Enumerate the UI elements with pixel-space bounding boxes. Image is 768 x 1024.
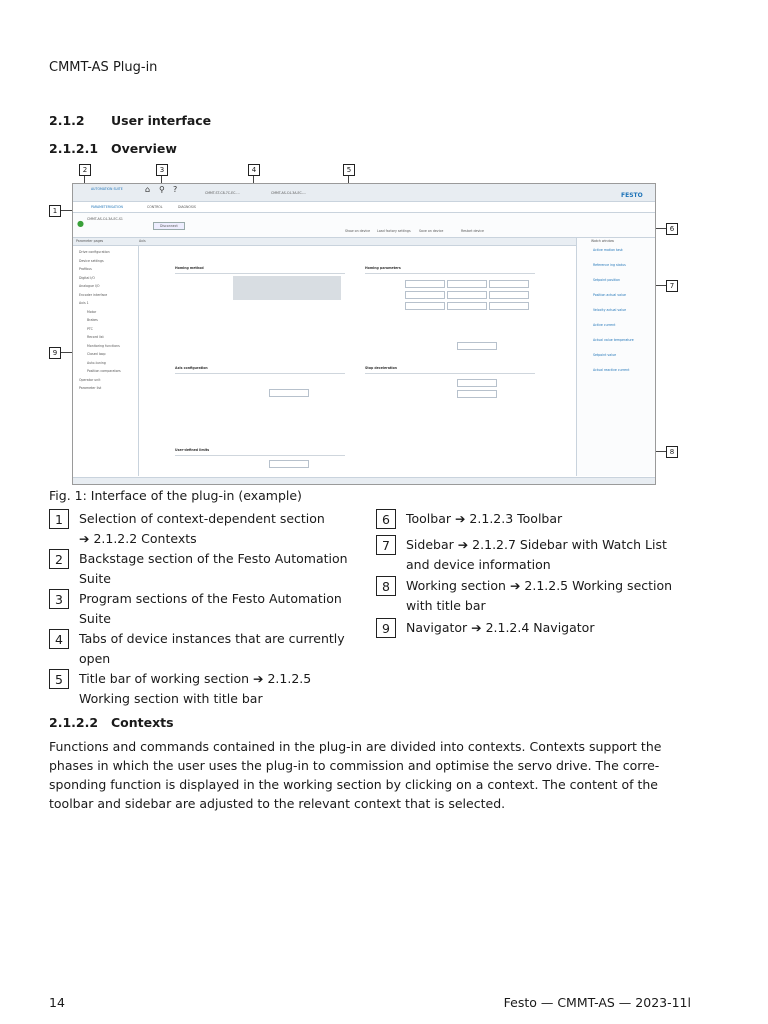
nav-item[interactable]: Position comparators [87, 369, 121, 373]
sidebar-watch-item[interactable]: Position actual value [593, 293, 626, 297]
divider [365, 273, 535, 274]
nav-item[interactable]: Brakes [87, 318, 98, 322]
sidebar-watch-item[interactable]: Reference ing status [593, 263, 626, 267]
divider [365, 373, 535, 374]
legend-text: Tabs of device instances that are currently open [79, 631, 345, 666]
nav-item[interactable]: Profibus [79, 267, 92, 271]
field[interactable] [447, 291, 487, 299]
user-limits-heading: User-defined limits [175, 448, 210, 452]
navigator-title: Parameter pages [76, 239, 104, 243]
field[interactable] [457, 342, 497, 350]
legend-text: Selection of context-dependent section ➔ 2.1.2.2 Contexts [79, 511, 325, 546]
sidebar-watch-item[interactable]: Setpoint value [593, 353, 617, 357]
sidebar-watch-item[interactable]: Active current [593, 323, 616, 327]
search-icon[interactable]: ⚲ [159, 185, 165, 194]
legend-number: 1 [49, 509, 69, 529]
legend-item-6 [376, 509, 696, 529]
ui-navigator [73, 246, 139, 476]
legend-number: 9 [376, 618, 396, 638]
ui-working-title-bar [73, 238, 655, 246]
callout-9: 9 [49, 347, 61, 359]
section-number: 2.1.2 [49, 113, 85, 128]
sidebar-watch-item[interactable]: Active motion task [593, 248, 623, 252]
ui-device-tab-1[interactable]: CMMT-ST-C8-7C-EC-... [205, 191, 240, 195]
figure-caption: Fig. 1: Interface of the plug-in (example) [49, 488, 302, 503]
field[interactable] [489, 291, 529, 299]
nav-item[interactable]: PTC [87, 326, 93, 331]
festo-logo: FESTO [621, 192, 643, 199]
callout-7: 7 [666, 280, 678, 292]
callout-6: 6 [666, 223, 678, 235]
legend-text: Working section ➔ 2.1.2.5 Working section with title bar [406, 578, 673, 613]
stop-deceleration-heading: Stop deceleration [365, 366, 397, 370]
nav-item[interactable]: Analogue I/O [79, 284, 100, 288]
home-icon[interactable]: ⌂ [145, 185, 151, 194]
disconnect-button[interactable]: Disconnect [153, 222, 185, 230]
page-number: 14 [49, 995, 65, 1010]
load-factory-settings-button[interactable]: Load factory settings [377, 229, 411, 233]
contexts-paragraph: Functions and commands contained in the plug-in are divided into contexts. Contexts support the phases in which the user uses the plug-in to commission and optimise the servo drive. The corre-sponding function is displayed in the working section by clicking on a context. The content of the toolbar and sidebar are adjusted to the relevant context that is selected. [49, 739, 662, 811]
legend-number: 6 [376, 509, 396, 529]
working-section-title: Axis [139, 239, 146, 243]
legend-text: Title bar of working section ➔ 2.1.2.5 Working section with title bar [79, 671, 312, 706]
legend-text: Sidebar ➔ 2.1.2.7 Sidebar with Watch List and device information [406, 537, 667, 572]
nav-item[interactable]: Record list [87, 335, 104, 339]
homing-method-graphic [233, 276, 341, 300]
legend-text: Program sections of the Festo Automation Suite [79, 591, 342, 626]
ui-device-tab-2[interactable]: CMMT-AS-C4-3A-EC-... [271, 191, 306, 195]
show-on-device-button[interactable]: Show on device [345, 229, 371, 233]
legend-item-7 [376, 535, 696, 575]
field[interactable] [405, 291, 445, 299]
nav-item[interactable]: Operator unit [79, 377, 101, 382]
divider [175, 373, 345, 374]
sidebar-watch-item[interactable]: Actual value temperature [593, 338, 634, 342]
nav-item[interactable]: Encoder interface [79, 292, 108, 297]
footer-doc-id: Festo — CMMT-AS — 2023-11l [503, 995, 691, 1010]
field[interactable] [269, 460, 309, 468]
axis-config-heading: Axis configuration [175, 366, 208, 370]
divider [175, 273, 345, 274]
callout-4: 4 [248, 164, 260, 176]
subsection-number: 2.1.2.1 [49, 141, 99, 156]
nav-item[interactable]: Axis 1 [79, 301, 89, 305]
status-ok-icon: ● [77, 219, 84, 228]
field[interactable] [447, 280, 487, 288]
nav-item[interactable]: Monitoring functions [87, 343, 120, 348]
field[interactable] [447, 302, 487, 310]
nav-item[interactable]: Auto-tuning [87, 360, 106, 365]
sidebar-watch-item[interactable]: Velocity actual value [593, 308, 627, 312]
legend-number: 4 [49, 629, 69, 649]
context-parameterisation[interactable]: PARAMETERISATION [91, 205, 123, 209]
nav-item[interactable]: Parameter list [79, 386, 102, 390]
field[interactable] [269, 389, 309, 397]
field[interactable] [405, 280, 445, 288]
page-header: CMMT-AS Plug-in [49, 60, 158, 75]
legend-item-1 [49, 509, 359, 549]
contexts-heading [49, 715, 174, 730]
legend-text: Backstage section of the Festo Automation Suite [79, 551, 348, 586]
contexts-title: Contexts [111, 715, 174, 730]
legend-number: 8 [376, 576, 396, 596]
restart-device-button[interactable]: Restart device [461, 229, 484, 233]
legend-item-3 [49, 589, 359, 629]
legend-text: Toolbar ➔ 2.1.2.3 Toolbar [406, 511, 563, 526]
ui-sidebar [576, 238, 655, 476]
context-diagnosis[interactable]: DIAGNOSIS [178, 205, 196, 209]
nav-item[interactable]: Motor [87, 309, 97, 314]
legend-number: 3 [49, 589, 69, 609]
legend-number: 7 [376, 535, 396, 555]
context-control[interactable]: CONTROL [147, 205, 163, 209]
save-on-device-button[interactable]: Save on device [419, 229, 444, 233]
ui-toolbar [73, 213, 655, 238]
legend-text: Navigator ➔ 2.1.2.4 Navigator [406, 620, 595, 635]
field[interactable] [457, 390, 497, 398]
callout-1: 1 [49, 205, 61, 217]
callout-5: 5 [343, 164, 355, 176]
legend-item-9 [376, 618, 696, 638]
nav-item[interactable]: Closed loop [87, 352, 106, 356]
legend-item-5 [49, 669, 359, 709]
contexts-number: 2.1.2.2 [49, 715, 99, 730]
field[interactable] [457, 379, 497, 387]
ui-suite-name: AUTOMATION SUITE [91, 187, 123, 191]
subsection-title: Overview [111, 141, 177, 156]
sidebar-watch-item[interactable]: Setpoint position [593, 278, 621, 282]
ui-context-tabs [73, 202, 655, 213]
legend-number: 2 [49, 549, 69, 569]
legend-item-4 [49, 629, 359, 669]
nav-item[interactable]: Digital I/O [79, 275, 95, 280]
ui-device-name: CMMT-AS-C4-3A-EC-S1 [87, 217, 123, 221]
ui-status-bar [73, 477, 655, 484]
callout-3: 3 [156, 164, 168, 176]
section-title: User interface [111, 113, 212, 128]
sidebar-title: Watch window [591, 239, 615, 243]
field[interactable] [489, 302, 529, 310]
subsection-heading [49, 141, 177, 156]
callout-2: 2 [79, 164, 91, 176]
section-heading [49, 113, 211, 128]
field[interactable] [489, 280, 529, 288]
ui-title-bar [73, 184, 655, 202]
callout-8: 8 [666, 446, 678, 458]
plugin-interface-screenshot [72, 183, 656, 485]
homing-params-heading: Homing parameters [365, 266, 401, 270]
legend-item-2 [49, 549, 359, 589]
sidebar-watch-item[interactable]: Actual reactive current [593, 368, 630, 372]
homing-method-heading: Homing method [175, 266, 204, 270]
field[interactable] [405, 302, 445, 310]
nav-item[interactable]: Drive configuration [79, 250, 110, 254]
divider [175, 455, 345, 456]
legend-item-8 [376, 576, 696, 616]
help-icon[interactable]: ? [173, 185, 178, 194]
legend-number: 5 [49, 669, 69, 689]
nav-item[interactable]: Device settings [79, 258, 104, 263]
